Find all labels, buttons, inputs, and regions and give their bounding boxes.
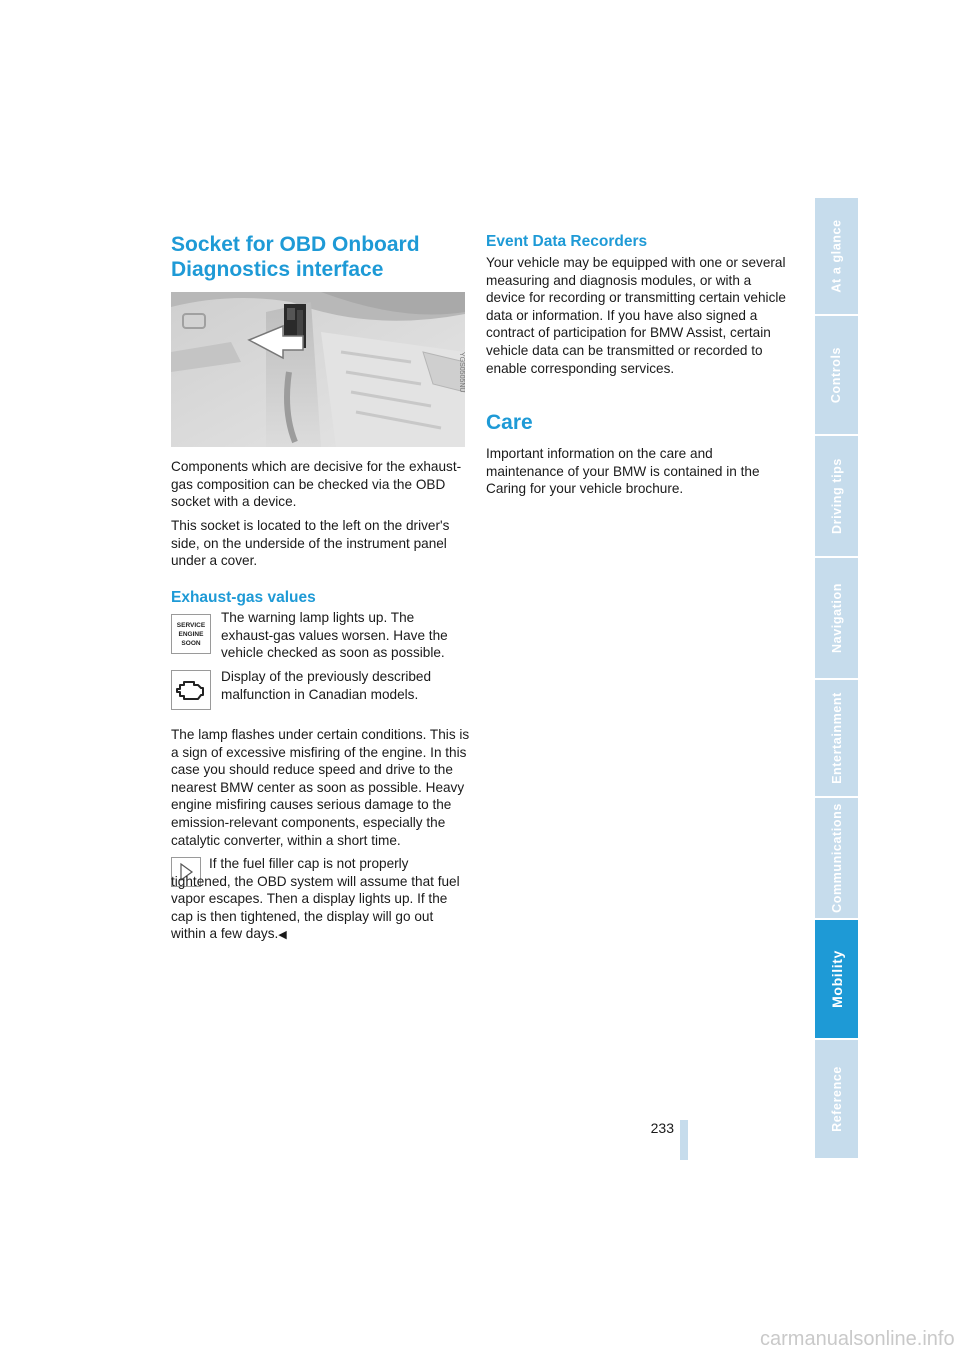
tab-controls[interactable] (815, 316, 858, 436)
tab-driving-tips[interactable] (815, 436, 858, 558)
service-icon-text-2: ENGINE (178, 631, 204, 638)
section-title-obd (171, 232, 471, 282)
title-line-2: Diagnostics interface (171, 258, 384, 281)
page-number-bar (680, 1120, 688, 1160)
end-marker-icon: ◀ (278, 929, 287, 942)
tab-entertainment[interactable] (815, 680, 858, 798)
watermark: carmanualsonline.info (760, 1328, 955, 1350)
paragraph-lamp-flashes: The lamp flashes under certain conditions. This is a sign of excessive misfiring of the engine. In this case you should reduce speed and drive to the nearest BMW center as soon as possible. Heavy engine misfiring causes serious damage to the emission-relevant components, especially the catalytic converter, within a short time. (171, 727, 470, 848)
tab-communications[interactable] (815, 798, 858, 920)
item-warning-lamp: The warning lamp lights up. The exhaust-gas values worsen. Have the vehicle checked as soon as possible. (221, 610, 448, 661)
item-canadian-models: Display of the previously described malfunction in Canadian models. (221, 669, 432, 702)
tab-reference[interactable] (815, 1040, 858, 1160)
paragraph-care: Important information on the care and maintenance of your BMW is contained in the Caring for your vehicle brochure. (486, 446, 760, 497)
service-icon-text-1: SERVICE (176, 622, 206, 629)
tab-label-mobility: Mobility (828, 950, 845, 1008)
note-fuel-cap (171, 855, 471, 945)
obd-socket-illustration (171, 292, 465, 447)
tab-label-at-a-glance: At a glance (829, 219, 844, 293)
photo-code: YGS0505NU (458, 352, 465, 393)
chapter-tabs (815, 198, 858, 1160)
service-icon-text-3: SOON (181, 640, 201, 647)
service-engine-soon-icon (171, 614, 211, 654)
tab-label-driving-tips: Driving tips (829, 458, 844, 534)
subhead-exhaust-gas: Exhaust-gas values (171, 589, 316, 606)
tab-label-entertainment: Entertainment (829, 692, 844, 784)
paragraph-socket-location: This socket is located to the left on the driver's side, on the underside of the instrument panel under a cover. (171, 518, 450, 569)
page-number: 233 (650, 1120, 674, 1136)
paragraph-components: Components which are decisive for the exhaust-gas composition can be checked via the OBD socket with a device. (171, 459, 462, 510)
check-engine-icon (171, 670, 211, 710)
note-fuel-cap-text: If the fuel filler cap is not properly tightened, the OBD system will assume that fuel vapor escapes. Then a display lights up. If the cap is then tightened, the display will go out within a few days. (171, 856, 460, 942)
tab-at-a-glance[interactable] (815, 198, 858, 316)
tab-label-navigation: Navigation (829, 583, 844, 653)
section-title-care: Care (486, 411, 533, 434)
tab-label-communications: Communications (829, 803, 844, 913)
tab-navigation[interactable] (815, 558, 858, 680)
title-line-1: Socket for OBD Onboard (171, 233, 420, 256)
tab-label-controls: Controls (829, 346, 844, 404)
tab-label-reference: Reference (829, 1066, 844, 1132)
obd-socket-photo (171, 292, 465, 447)
tab-mobility[interactable] (815, 920, 858, 1040)
paragraph-event-data: Your vehicle may be equipped with one or several measuring and diagnosis modules, or with a device for recording or transmitting certain vehicle data or information. If you have also signed a contract of participation for BMW Assist, certain vehicle data can be transmitted or recorded to enable corresponding services. (486, 255, 786, 376)
subhead-event-data-recorders: Event Data Recorders (486, 233, 648, 250)
